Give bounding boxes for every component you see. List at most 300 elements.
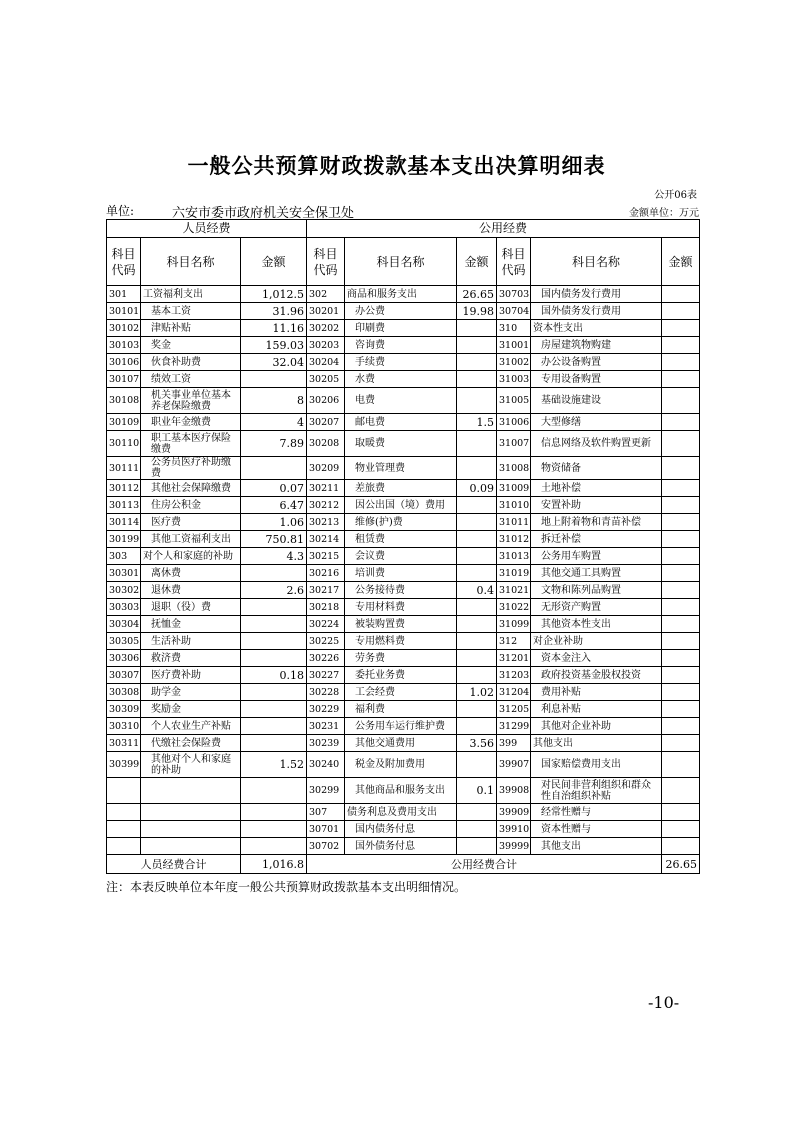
amount-cell [457, 650, 497, 667]
table-row [107, 320, 700, 337]
amount-cell: 32.04 [241, 354, 307, 371]
name-cell: 奖金 [141, 337, 241, 354]
amount-cell [241, 457, 307, 480]
table-row [107, 838, 700, 855]
amount-cell [241, 821, 307, 838]
code-cell: 30229 [307, 701, 345, 718]
code-cell: 39907 [497, 752, 531, 778]
amount-cell [457, 804, 497, 821]
code-cell: 30704 [497, 303, 531, 320]
name-cell: 奖励金 [141, 701, 241, 718]
amount-cell [662, 838, 700, 855]
amount-cell [662, 414, 700, 431]
name-cell: 咨询费 [345, 337, 457, 354]
amount-cell [662, 821, 700, 838]
amount-cell [662, 718, 700, 735]
amount-cell [662, 431, 700, 457]
code-cell: 30102 [107, 320, 141, 337]
name-cell: 物业管理费 [345, 457, 457, 480]
name-cell: 公务用车购置 [531, 548, 662, 565]
name-cell: 对个人和家庭的补助 [141, 548, 241, 565]
table-row [107, 514, 700, 531]
name-cell: 其他支出 [531, 735, 662, 752]
table-row [107, 354, 700, 371]
page-number: -10- [648, 993, 680, 1012]
amount-cell [662, 633, 700, 650]
table-row [107, 821, 700, 838]
amount-cell [662, 752, 700, 778]
amount-cell: 11.16 [241, 320, 307, 337]
name-cell: 抚恤金 [141, 616, 241, 633]
code-cell: 30201 [307, 303, 345, 320]
amount-cell [662, 480, 700, 497]
code-cell: 30114 [107, 514, 141, 531]
name-cell: 国内债务发行费用 [531, 286, 662, 303]
name-cell: 文物和陈列品购置 [531, 582, 662, 599]
code-cell: 310 [497, 320, 531, 337]
table-row [107, 667, 700, 684]
amount-cell: 4 [241, 414, 307, 431]
code-cell: 30308 [107, 684, 141, 701]
code-cell: 31205 [497, 701, 531, 718]
name-cell: 个人农业生产补贴 [141, 718, 241, 735]
code-cell: 31022 [497, 599, 531, 616]
name-cell: 专用燃料费 [345, 633, 457, 650]
name-cell: 退职（役）费 [141, 599, 241, 616]
amount-cell: 1,012.5 [241, 286, 307, 303]
code-cell: 30108 [107, 388, 141, 414]
amount-cell [457, 821, 497, 838]
code-cell: 30239 [307, 735, 345, 752]
public-total-label: 公用经费合计 [307, 855, 662, 874]
table-row [107, 480, 700, 497]
code-cell: 39908 [497, 778, 531, 804]
code-cell: 307 [307, 804, 345, 821]
code-cell: 31099 [497, 616, 531, 633]
code-cell: 30106 [107, 354, 141, 371]
name-cell: 对企业补助 [531, 633, 662, 650]
code-cell [107, 821, 141, 838]
code-cell: 399 [497, 735, 531, 752]
code-cell: 31010 [497, 497, 531, 514]
unit-label: 单位: [106, 204, 135, 218]
code-cell: 30703 [497, 286, 531, 303]
table-row [107, 337, 700, 354]
name-cell [141, 778, 241, 804]
unit-name: 六安市委市政府机关安全保卫处 [172, 206, 355, 221]
table-row [107, 388, 700, 414]
amount-cell [241, 701, 307, 718]
amount-cell [662, 354, 700, 371]
personnel-total-value: 1,016.8 [241, 855, 307, 874]
amount-cell [457, 565, 497, 582]
amount-cell: 2.6 [241, 582, 307, 599]
name-cell: 其他交通费用 [345, 735, 457, 752]
name-cell: 被装购置费 [345, 616, 457, 633]
name-cell: 房屋建筑物购建 [531, 337, 662, 354]
col-header-name: 科目名称 [531, 238, 662, 286]
code-cell: 31011 [497, 514, 531, 531]
name-cell: 工会经费 [345, 684, 457, 701]
amount-cell [241, 804, 307, 821]
code-cell: 30212 [307, 497, 345, 514]
name-cell: 无形资产购置 [531, 599, 662, 616]
amount-cell [457, 320, 497, 337]
amount-cell: 1.5 [457, 414, 497, 431]
code-cell: 30216 [307, 565, 345, 582]
amount-cell [457, 337, 497, 354]
code-cell [107, 778, 141, 804]
code-cell: 30214 [307, 531, 345, 548]
name-cell: 培训费 [345, 565, 457, 582]
code-cell: 31001 [497, 337, 531, 354]
amount-cell [662, 388, 700, 414]
amount-cell [457, 514, 497, 531]
name-cell: 其他资本性支出 [531, 616, 662, 633]
code-cell: 30109 [107, 414, 141, 431]
table-row [107, 286, 700, 303]
name-cell: 福利费 [345, 701, 457, 718]
amount-cell [241, 565, 307, 582]
name-cell: 费用补贴 [531, 684, 662, 701]
amount-cell [241, 616, 307, 633]
table-row [107, 650, 700, 667]
table-row [107, 735, 700, 752]
code-cell: 303 [107, 548, 141, 565]
code-cell: 30301 [107, 565, 141, 582]
code-cell: 30228 [307, 684, 345, 701]
name-cell: 其他交通工具购置 [531, 565, 662, 582]
code-cell: 30226 [307, 650, 345, 667]
name-cell: 对民间非营利组织和群众性自治组织补贴 [531, 778, 662, 804]
amount-cell: 31.96 [241, 303, 307, 320]
amount-cell: 0.07 [241, 480, 307, 497]
code-cell: 30205 [307, 371, 345, 388]
table-row [107, 431, 700, 457]
code-cell: 301 [107, 286, 141, 303]
name-cell [141, 804, 241, 821]
amount-cell [457, 838, 497, 855]
name-cell: 代缴社会保险费 [141, 735, 241, 752]
code-cell: 30240 [307, 752, 345, 778]
name-cell: 税金及附加费用 [345, 752, 457, 778]
amount-cell [662, 599, 700, 616]
amount-cell [662, 735, 700, 752]
code-cell: 30702 [307, 838, 345, 855]
name-cell: 基本工资 [141, 303, 241, 320]
amount-cell: 0.4 [457, 582, 497, 599]
code-cell: 31013 [497, 548, 531, 565]
code-cell: 31299 [497, 718, 531, 735]
code-cell: 31003 [497, 371, 531, 388]
name-cell: 利息补贴 [531, 701, 662, 718]
amount-cell [662, 531, 700, 548]
amount-cell [457, 752, 497, 778]
code-cell [107, 804, 141, 821]
code-cell: 30206 [307, 388, 345, 414]
name-cell: 退休费 [141, 582, 241, 599]
code-cell: 30215 [307, 548, 345, 565]
name-cell: 机关事业单位基本养老保险缴费 [141, 388, 241, 414]
code-cell: 30199 [107, 531, 141, 548]
amount-cell [662, 303, 700, 320]
name-cell: 离休费 [141, 565, 241, 582]
name-cell: 政府投资基金股权投资 [531, 667, 662, 684]
code-cell: 302 [307, 286, 345, 303]
code-cell: 30207 [307, 414, 345, 431]
amount-cell: 3.56 [457, 735, 497, 752]
name-cell [141, 838, 241, 855]
name-cell: 基础设施建设 [531, 388, 662, 414]
amount-cell [662, 804, 700, 821]
table-row [107, 616, 700, 633]
name-cell: 公务用车运行维护费 [345, 718, 457, 735]
amount-cell: 0.09 [457, 480, 497, 497]
amount-cell [662, 514, 700, 531]
code-cell [107, 838, 141, 855]
name-cell: 专用材料费 [345, 599, 457, 616]
amount-cell [662, 650, 700, 667]
code-cell: 31203 [497, 667, 531, 684]
name-cell: 经常性赠与 [531, 804, 662, 821]
table-row [107, 804, 700, 821]
code-cell: 30701 [307, 821, 345, 838]
code-cell: 30306 [107, 650, 141, 667]
name-cell: 资本金注入 [531, 650, 662, 667]
name-cell: 电费 [345, 388, 457, 414]
col-header-amount: 金额 [457, 238, 497, 286]
code-cell: 30225 [307, 633, 345, 650]
amount-cell [241, 599, 307, 616]
code-cell: 30399 [107, 752, 141, 778]
amount-cell [457, 701, 497, 718]
code-cell: 30111 [107, 457, 141, 480]
code-cell: 31012 [497, 531, 531, 548]
name-cell: 办公费 [345, 303, 457, 320]
code-cell: 30305 [107, 633, 141, 650]
amount-cell: 1.52 [241, 752, 307, 778]
name-cell: 差旅费 [345, 480, 457, 497]
name-cell: 土地补偿 [531, 480, 662, 497]
col-header-name: 科目名称 [345, 238, 457, 286]
amount-cell [241, 778, 307, 804]
code-cell: 30112 [107, 480, 141, 497]
col-header-amount: 金额 [662, 238, 700, 286]
name-cell: 国内债务付息 [345, 821, 457, 838]
name-cell: 绩效工资 [141, 371, 241, 388]
code-cell: 30107 [107, 371, 141, 388]
amount-cell: 0.18 [241, 667, 307, 684]
name-cell: 国外债务发行费用 [531, 303, 662, 320]
table-row [107, 548, 700, 565]
amount-cell [662, 337, 700, 354]
name-cell: 公务接待费 [345, 582, 457, 599]
name-cell: 生活补助 [141, 633, 241, 650]
amount-cell [662, 582, 700, 599]
code-cell: 30224 [307, 616, 345, 633]
code-cell: 30309 [107, 701, 141, 718]
name-cell: 其他社会保障缴费 [141, 480, 241, 497]
amount-cell [457, 431, 497, 457]
amount-unit: 金额单位：万元 [629, 208, 699, 219]
name-cell [141, 821, 241, 838]
name-cell: 住房公积金 [141, 497, 241, 514]
code-cell: 30211 [307, 480, 345, 497]
name-cell: 医疗费补助 [141, 667, 241, 684]
amount-cell [457, 371, 497, 388]
amount-cell [662, 684, 700, 701]
code-cell: 31005 [497, 388, 531, 414]
amount-cell: 159.03 [241, 337, 307, 354]
name-cell: 手续费 [345, 354, 457, 371]
table-row [107, 633, 700, 650]
code-cell: 31008 [497, 457, 531, 480]
name-cell: 职业年金缴费 [141, 414, 241, 431]
code-cell: 30218 [307, 599, 345, 616]
table-row [107, 531, 700, 548]
table-row [107, 457, 700, 480]
code-cell: 312 [497, 633, 531, 650]
table-row [107, 303, 700, 320]
code-cell: 30203 [307, 337, 345, 354]
name-cell: 其他工资福利支出 [141, 531, 241, 548]
name-cell: 债务利息及费用支出 [345, 804, 457, 821]
amount-cell [457, 457, 497, 480]
amount-cell [662, 778, 700, 804]
table-row [107, 718, 700, 735]
table-row [107, 497, 700, 514]
amount-cell: 1.06 [241, 514, 307, 531]
name-cell: 取暖费 [345, 431, 457, 457]
name-cell: 办公设备购置 [531, 354, 662, 371]
name-cell: 大型修缮 [531, 414, 662, 431]
code-cell: 31021 [497, 582, 531, 599]
col-header-name: 科目名称 [141, 238, 241, 286]
totals-row [107, 855, 700, 874]
name-cell: 地上附着物和青苗补偿 [531, 514, 662, 531]
amount-cell [457, 718, 497, 735]
amount-cell [457, 616, 497, 633]
name-cell: 津贴补贴 [141, 320, 241, 337]
table-row [107, 414, 700, 431]
code-cell: 30217 [307, 582, 345, 599]
name-cell: 专用设备购置 [531, 371, 662, 388]
group-header-personnel: 人员经费 [107, 220, 307, 238]
amount-cell [662, 286, 700, 303]
code-cell: 30227 [307, 667, 345, 684]
name-cell: 救济费 [141, 650, 241, 667]
amount-cell [457, 388, 497, 414]
code-cell: 39909 [497, 804, 531, 821]
code-cell: 31201 [497, 650, 531, 667]
amount-cell [241, 650, 307, 667]
amount-cell: 26.65 [457, 286, 497, 303]
amount-cell [662, 497, 700, 514]
amount-cell [241, 735, 307, 752]
name-cell: 资本性支出 [531, 320, 662, 337]
table-body [107, 286, 700, 855]
code-cell: 30302 [107, 582, 141, 599]
code-cell: 30113 [107, 497, 141, 514]
personnel-total-label: 人员经费合计 [107, 855, 241, 874]
table-row [107, 752, 700, 778]
amount-cell: 19.98 [457, 303, 497, 320]
code-cell: 30204 [307, 354, 345, 371]
name-cell: 拆迁补偿 [531, 531, 662, 548]
amount-cell [241, 718, 307, 735]
name-cell: 其他对企业补助 [531, 718, 662, 735]
code-cell: 30103 [107, 337, 141, 354]
amount-cell: 0.1 [457, 778, 497, 804]
amount-cell: 7.89 [241, 431, 307, 457]
code-cell: 39910 [497, 821, 531, 838]
code-cell: 30304 [107, 616, 141, 633]
code-cell: 31019 [497, 565, 531, 582]
expenditure-table [106, 219, 700, 874]
amount-cell [457, 531, 497, 548]
amount-cell [662, 565, 700, 582]
amount-cell [241, 684, 307, 701]
code-cell: 31002 [497, 354, 531, 371]
name-cell: 安置补助 [531, 497, 662, 514]
name-cell: 物资储备 [531, 457, 662, 480]
amount-cell [662, 701, 700, 718]
code-cell: 30213 [307, 514, 345, 531]
name-cell: 资本性赠与 [531, 821, 662, 838]
name-cell: 助学金 [141, 684, 241, 701]
name-cell: 会议费 [345, 548, 457, 565]
name-cell: 国外债务付息 [345, 838, 457, 855]
code-cell: 31204 [497, 684, 531, 701]
group-header-public: 公用经费 [307, 220, 700, 238]
name-cell: 医疗费 [141, 514, 241, 531]
name-cell: 因公出国（境）费用 [345, 497, 457, 514]
table-row [107, 701, 700, 718]
amount-cell [662, 616, 700, 633]
amount-cell [241, 838, 307, 855]
name-cell: 职工基本医疗保险缴费 [141, 431, 241, 457]
code-cell: 39999 [497, 838, 531, 855]
amount-cell [457, 497, 497, 514]
col-header-amount: 金额 [241, 238, 307, 286]
amount-cell: 8 [241, 388, 307, 414]
code-cell: 30303 [107, 599, 141, 616]
name-cell: 维修(护)费 [345, 514, 457, 531]
name-cell: 邮电费 [345, 414, 457, 431]
name-cell: 其他商品和服务支出 [345, 778, 457, 804]
code-cell: 30110 [107, 431, 141, 457]
name-cell: 委托业务费 [345, 667, 457, 684]
amount-cell [662, 320, 700, 337]
amount-cell [457, 548, 497, 565]
amount-cell: 1.02 [457, 684, 497, 701]
code-cell: 30311 [107, 735, 141, 752]
unit-row [106, 202, 699, 221]
footnote: 注：本表反映单位本年度一般公共预算财政拨款基本支出明细情况。 [106, 880, 467, 894]
code-cell: 30299 [307, 778, 345, 804]
amount-cell: 750.81 [241, 531, 307, 548]
name-cell: 公务员医疗补助缴费 [141, 457, 241, 480]
table-row [107, 599, 700, 616]
name-cell: 水费 [345, 371, 457, 388]
form-number: 公开06表 [654, 190, 697, 201]
amount-cell [457, 599, 497, 616]
amount-cell [662, 548, 700, 565]
amount-cell [457, 354, 497, 371]
name-cell: 伙食补助费 [141, 354, 241, 371]
name-cell: 租赁费 [345, 531, 457, 548]
code-cell: 30208 [307, 431, 345, 457]
